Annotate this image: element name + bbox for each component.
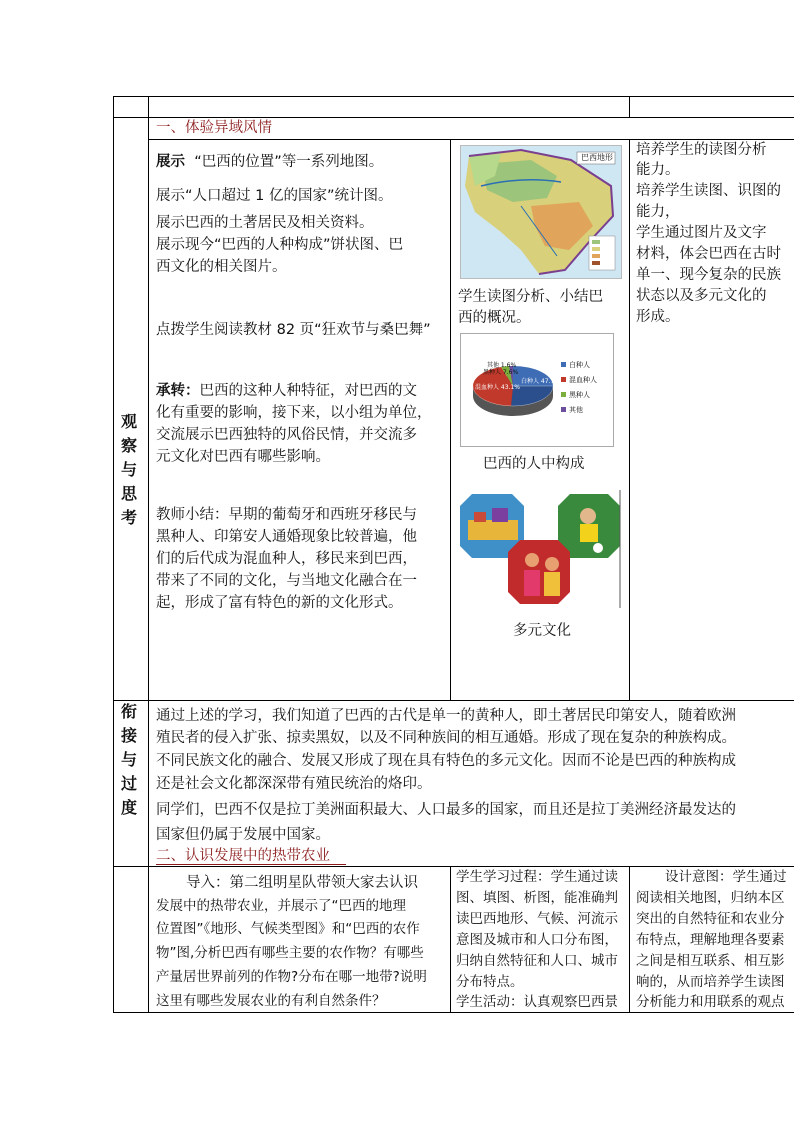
side-char: 与: [120, 460, 137, 479]
intro-line-2: 发展中的热带农业，并展示了“巴西的地理: [156, 898, 406, 914]
summary-line-2: 黑种人、印第安人通婚现象比较普遍，他: [156, 529, 417, 545]
design-line-1: 培养学生的读图分析: [636, 142, 767, 158]
transition-line-3: 交流展示巴西独特的风俗民情，并交流多: [156, 427, 417, 443]
transition-line-2: 化有重要的影响，接下来，以小组为单位，: [156, 405, 432, 421]
s2-design-line-3: 突出的自然特征和农业分: [636, 911, 785, 927]
guide-line: 点拨学生阅读教材 82 页“狂欢节与桑巴舞”: [156, 322, 431, 338]
teacher-line-1: [156, 151, 383, 174]
transition-line-4: 元文化对巴西有哪些影响。: [156, 449, 330, 465]
teacher-line-3: 展示巴西的土著居民及相关资料。: [156, 215, 374, 231]
s2-student-line-2: 图、填图、析图，能准确判: [456, 890, 618, 906]
teacher-line-2: 展示“人口超过 1 亿的国家”统计图。: [156, 188, 393, 204]
student-line-2: 西的概况。: [458, 310, 531, 326]
s2-student-line-3: 读巴西地形、气候、河流示: [456, 911, 618, 927]
teacher-lead: 展示: [156, 154, 185, 170]
side-char: 度: [120, 798, 137, 817]
side-char: 衔: [120, 702, 137, 721]
design-line-4: 能力，: [636, 204, 680, 220]
pie-label-black: 黑种人 7.6%: [483, 369, 519, 376]
transition-para-line-3: 不同民族文化的融合、发展又形成了现在具有特色的多元文化。因而不论是巴西的种族构成: [156, 753, 736, 769]
s2-design-line-1: 设计意图：学生通过: [665, 869, 787, 885]
map-title: 巴西地形: [581, 153, 613, 162]
summary-line-4: 带来了不同的文化，与当地文化融合在一: [156, 573, 417, 589]
design-column-divider: [629, 139, 630, 700]
side-char: 接: [120, 726, 137, 745]
observe-row-bottom: [113, 700, 794, 701]
brazil-map-image: [460, 145, 622, 279]
intro-line-1: 导入：第二组明星队带领大家去认识: [186, 875, 418, 891]
transition-side-label: [119, 700, 139, 820]
table-top-border: [113, 96, 794, 97]
student-column-divider: [450, 139, 451, 700]
side-char: 观: [120, 412, 137, 431]
table-bottom-border: [113, 1012, 794, 1013]
intro-line-4: 物”图,分析巴西有哪些主要的农作物？有哪些: [156, 945, 424, 961]
transition-line-1-rest: 巴西的这种人种特征，对巴西的文: [199, 383, 417, 399]
transition-lead: 承转：: [156, 383, 200, 399]
intro-line-6: 这里有哪些发展农业的有利自然条件？: [156, 993, 386, 1009]
collage-graphic: [460, 490, 622, 608]
label-column-divider: [148, 96, 149, 1013]
design-line-7: 单一、现今复杂的民族: [636, 267, 781, 283]
brazil-map-graphic: [461, 146, 621, 278]
table-left-border: [113, 96, 114, 1013]
design-column-divider-top: [629, 96, 630, 117]
legend-other: 其他: [569, 406, 583, 414]
s2-student-line-7: 学生活动：认真观察巴西景: [456, 994, 618, 1010]
s2-design-line-2: 阅读相关地图，归纳本区: [636, 890, 785, 906]
race-pie-chart: [460, 333, 614, 447]
side-char: 察: [120, 436, 137, 455]
culture-collage: [460, 490, 622, 608]
design-line-5: 学生通过图片及文字: [636, 225, 767, 241]
pie-label-mixed: 混血种人 43.1%: [475, 384, 520, 391]
design-column-divider-2: [629, 866, 630, 1012]
pie-caption: 巴西的人中构成: [483, 456, 585, 472]
transition-para-line-6: 国家但仍属于发展中国家。: [156, 827, 330, 843]
side-char: 与: [120, 750, 137, 769]
transition-line-1: [156, 380, 417, 403]
student-column-divider-2: [450, 866, 451, 1012]
design-line-6: 材料，体会巴西在古时: [636, 246, 781, 262]
teacher-line-4: 展示现今“巴西的人种构成”饼状图、巴: [156, 237, 404, 253]
teacher-line-5: 西文化的相关图片。: [156, 259, 287, 275]
pie-label-other: 其他 1.6%: [487, 362, 517, 369]
transition-para-line-5: 同学们，巴西不仅是拉丁美洲面积最大、人口最多的国家，而且还是拉丁美洲经济最发达的: [156, 802, 736, 818]
s2-design-line-7: 分析能力和用联系的观点: [636, 994, 785, 1010]
design-line-3: 培养学生读图、识图的: [636, 183, 781, 199]
s2-student-line-4: 意图及城市和人口分布图，: [456, 932, 618, 948]
summary-line-5: 起，形成了富有特色的新的文化形式。: [156, 595, 403, 611]
transition-para-line-2: 殖民者的侵入扩张、掠卖黑奴，以及不同种族间的相互通婚。形成了现在复杂的种族构成。: [156, 730, 736, 746]
transition-para-line-1: 通过上述的学习，我们知道了巴西的古代是单一的黄种人，即土著居民印第安人，随着欧洲: [156, 708, 736, 724]
section2-heading: 二、认识发展中的热带农业: [156, 848, 330, 864]
section1-heading: 一、体验异域风情: [156, 120, 272, 136]
s2-design-line-5: 之间是相互联系、相互影: [636, 953, 785, 969]
pie-label-white: 白种人 47.7%: [521, 378, 560, 385]
design-line-9: 形成。: [636, 309, 680, 325]
s2-design-line-4: 布特点，理解地理各要素: [636, 932, 785, 948]
observe-side-label: [119, 410, 139, 530]
legend-white: 白种人: [569, 361, 590, 369]
s2-design-line-6: 响的，从而培养学生读图: [636, 974, 785, 990]
intro-line-3: 位置图”《地形、气候类型图》和“巴西的农作: [156, 921, 420, 937]
legend-mixed: 混血种人: [569, 376, 597, 384]
side-char: 过: [120, 774, 137, 793]
s2-student-line-1: 学生学习过程：学生通过读: [456, 869, 618, 885]
side-char: 思: [120, 484, 137, 503]
section2-heading-underline: [156, 864, 346, 865]
transition-para-line-4: 还是社会文化都深深带有殖民统治的烙印。: [156, 776, 432, 792]
teacher-line-1-rest: “巴西的位置”等一系列地图。: [185, 154, 384, 170]
side-char: 考: [120, 508, 137, 527]
culture-caption: 多元文化: [513, 623, 571, 639]
intro-line-5: 产量居世界前列的作物?分布在哪一地带?说明: [156, 969, 427, 985]
student-line-1: 学生读图分析、小结巴: [458, 289, 603, 305]
summary-line-3: 们的后代成为混血种人，移民来到巴西，: [156, 551, 417, 567]
summary-line-1: 教师小结：早期的葡萄牙和西班牙移民与: [156, 507, 417, 523]
s2-student-line-6: 分布特点。: [456, 974, 524, 990]
legend-black: 黑种人: [569, 391, 590, 399]
s2-student-line-5: 归纳自然特征和人口、城市: [456, 953, 618, 969]
design-line-2: 能力。: [636, 162, 680, 178]
design-line-8: 状态以及多元文化的: [636, 288, 767, 304]
